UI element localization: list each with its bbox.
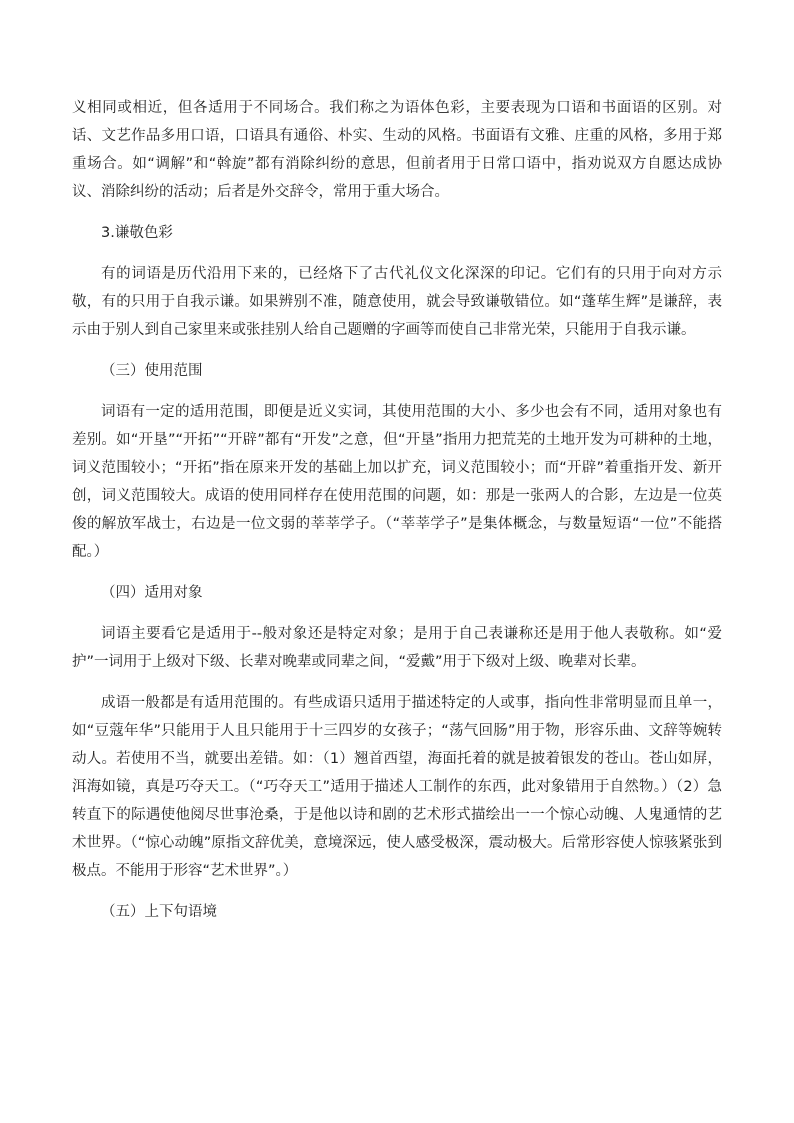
heading-applicable-object: （四）适用对象 [101,585,203,601]
paragraph-applicable-object-2: 成语一般都是有适用范围的。有些成语只适用于描述特定的人或事，指向性非常明显而且单一，如“豆蔻年华”只能用于人且只能用于十三四岁的女孩子；“荡气回肠”用于物，形容乐曲、文辞等婉转动人。若使用不当，就要出差错。如：（1）翘首西望，海面托着的就是披着银发的苍山。苍山如屏，洱海如镜，真是巧夺天工。（“巧夺天工”适用于描述人工制作的东西，此对象错用于自然物。）（2）急转直下的际遇使他阅尽世事沧桑，于是他以诗和剧的艺术形式描绘出一一个惊心动魄、人鬼通情的艺术世界。（“惊心动魄”原指文辞优美，意境深远，使人感受极深，震动极大。后常形容使人惊骇紧张到极点。不能用于形容“艺术世界”。） [72,695,722,879]
heading-respect-color: 3.谦敬色彩 [101,225,173,241]
paragraph-continuation: 义相同或相近，但各适用于不同场合。我们称之为语体色彩，主要表现为口语和书面语的区别。对话、文艺作品多用口语，口语具有通俗、朴实、生动的风格。书面语有文雅、庄重的风格，多用于郑重场合。如“调解”和“斡旋”都有消除纠纷的意思，但前者用于日常口语中，指劝说双方自愿达成协议、消除纠纷的活动；后者是外交辞令，常用于重大场合。 [72,100,722,200]
heading-context: （五）上下句语境 [101,904,217,920]
document-body [72,94,722,939]
paragraph-respect-color: 有的词语是历代沿用下来的，已经烙下了古代礼仪文化深深的印记。它们有的只用于向对方示敬，有的只用于自我示谦。如果辨别不准，随意使用，就会导致谦敬错位。如“蓬荜生辉”是谦辞，表示由于别人到自己家里来或张挂别人给自己题赠的字画等而使自己非常光荣，只能用于自我示谦。 [72,266,722,338]
paragraph-usage-scope: 词语有一定的适用范围，即便是近义实词，其使用范围的大小、多少也会有不同，适用对象也有差别。如“开垦”“开拓”“开辟”都有“开发”之意，但“开垦”指用力把荒芜的土地开发为可耕种的土地，词义范围较小；“开拓”指在原来开发的基础上加以扩充，词义范围较小；而“开辟”着重指开发、新开创，词义范围较大。成语的使用同样存在使用范围的问题，如：那是一张两人的合影，左边是一位英俊的解放军战士，右边是一位文弱的莘莘学子。（“莘莘学子”是集体概念，与数量短语“一位”不能搭配。） [72,404,722,560]
paragraph-applicable-object-1: 词语主要看它是适用于--般对象还是特定对象；是用于自己表谦称还是用于他人表敬称。如“爱护”一词用于上级对下级、长辈对晚辈或同辈之间，“爱戴”用于下级对上级、晚辈对长辈。 [72,626,722,670]
heading-usage-scope: （三）使用范围 [101,363,203,379]
